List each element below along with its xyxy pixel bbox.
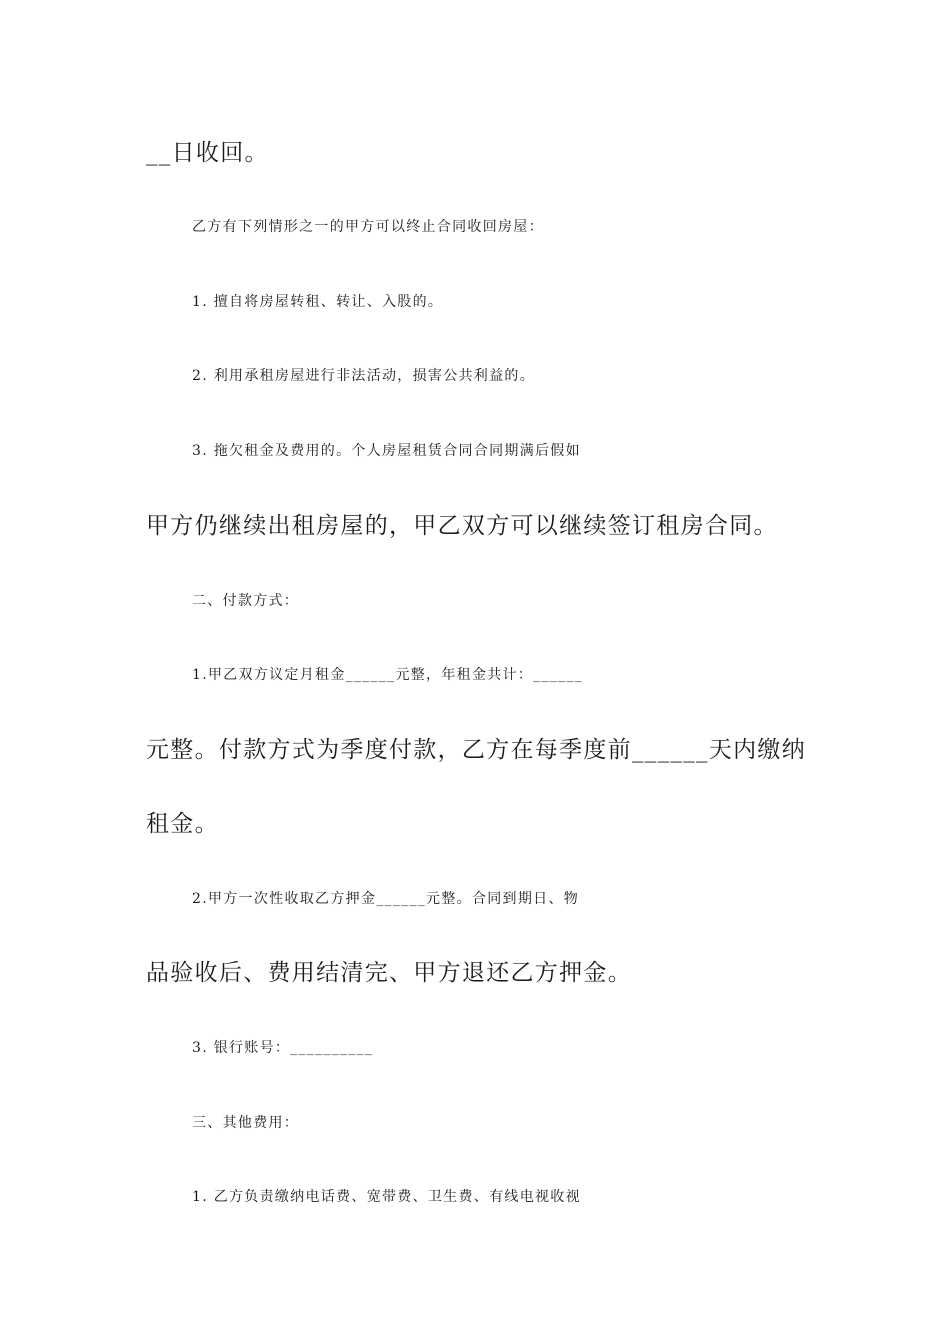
text-line-10: 租金。 — [146, 811, 219, 837]
text-line-6: 甲方仍继续出租房屋的，甲乙双方可以继续签订租房合同。 — [146, 513, 778, 539]
section-heading-other-fees: 三、其他费用： — [192, 1115, 300, 1131]
text-line-3: 1. 擅自将房屋转租、转让、入股的。 — [192, 294, 444, 310]
text-line-11: 2.甲方一次性收取乙方押金______元整。合同到期日、物 — [192, 891, 580, 907]
text-line-15: 1. 乙方负责缴纳电话费、宽带费、卫生费、有线电视收视 — [192, 1189, 581, 1205]
text-line-4: 2. 利用承租房屋进行非法活动，损害公共利益的。 — [192, 368, 536, 384]
text-line-8: 1.甲乙双方议定月租金______元整，年租金共计：______ — [192, 667, 583, 683]
section-heading-payment: 二、付款方式： — [192, 593, 300, 609]
text-line-2: 乙方有下列情形之一的甲方可以终止合同收回房屋： — [192, 219, 544, 235]
text-line-5: 3. 拖欠租金及费用的。个人房屋租赁合同合同期满后假如 — [192, 443, 581, 459]
text-line-1: __日收回。 — [146, 140, 269, 166]
text-line-13: 3. 银行账号：__________ — [192, 1040, 374, 1056]
text-line-12: 品验收后、费用结清完、甲方退还乙方押金。 — [146, 960, 632, 986]
text-line-9: 元整。付款方式为季度付款，乙方在每季度前______天内缴纳 — [146, 737, 806, 763]
